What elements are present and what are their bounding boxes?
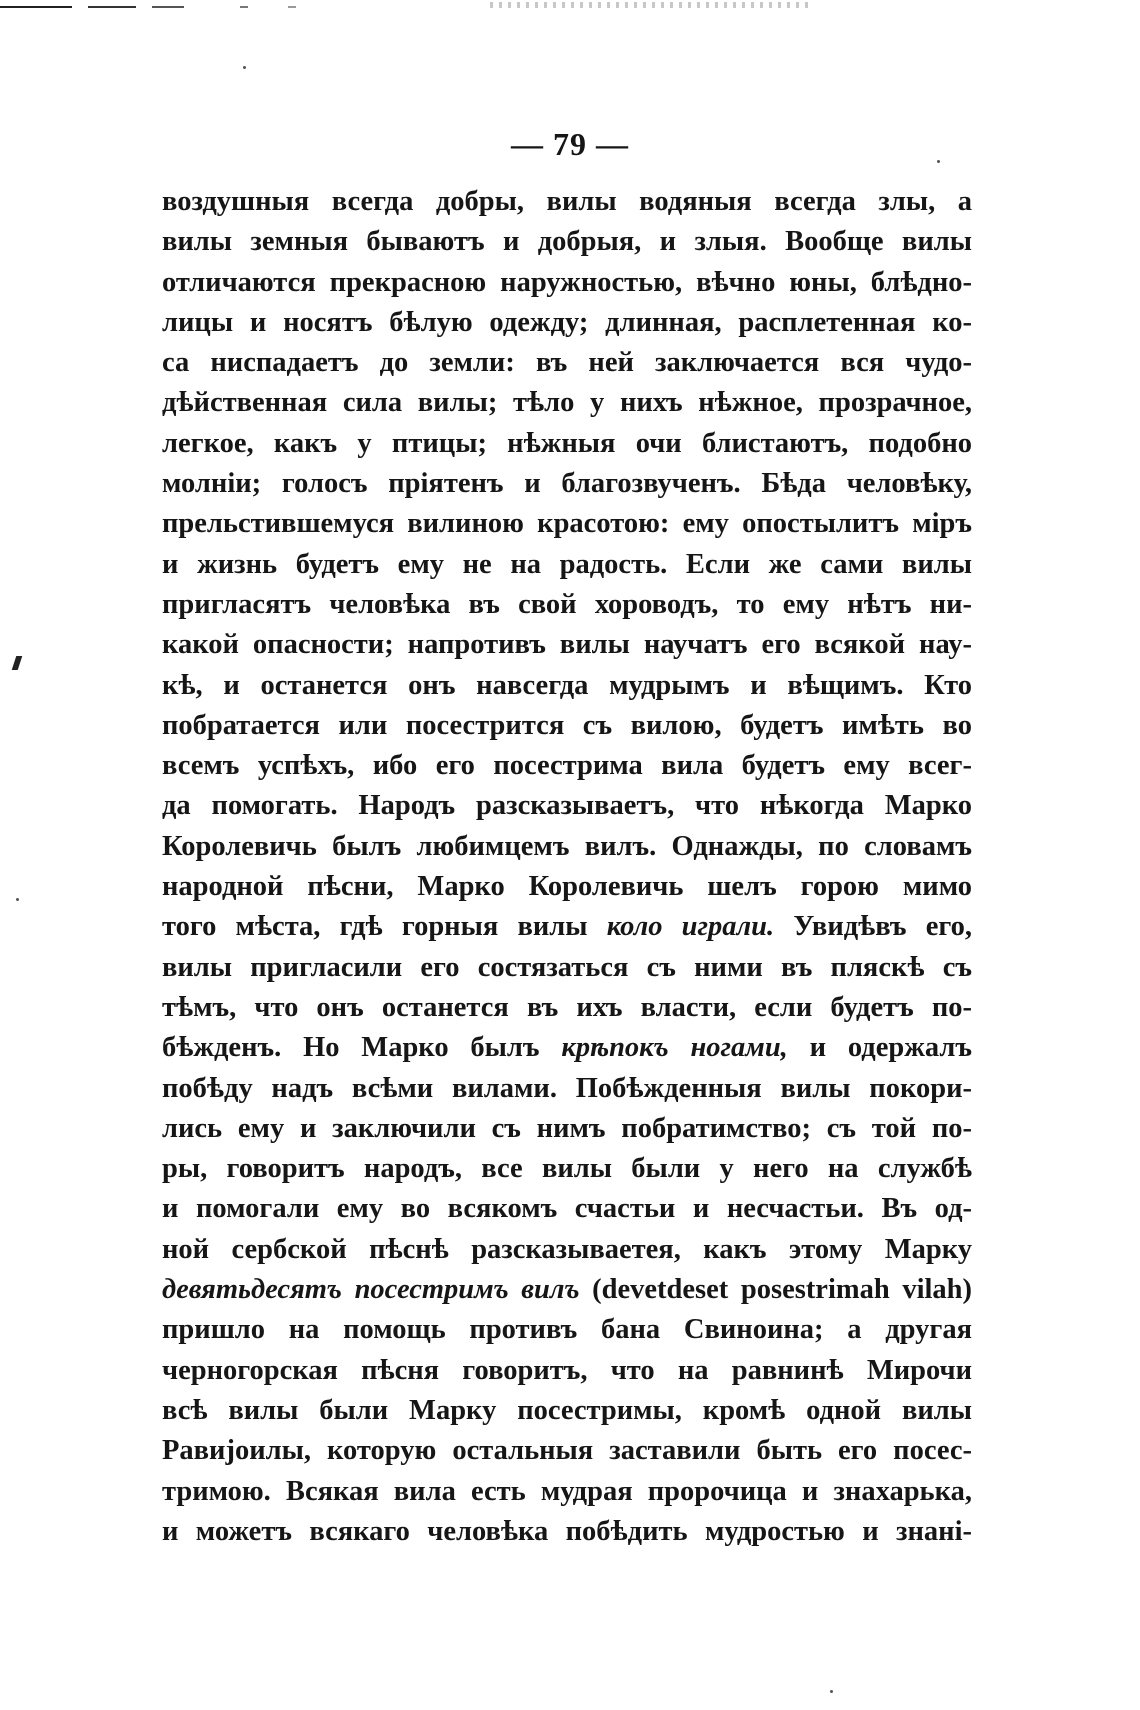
page-number: — 79 — (511, 126, 629, 162)
text-run: лись ему и заключили съ нимъ побратимство; съ той по- (162, 1112, 972, 1144)
text-run: легкое, какъ у птицы; нѣжныя очи блистаютъ, подобно (162, 427, 972, 459)
text-line (162, 504, 972, 544)
paper-speck (830, 1690, 833, 1693)
text-line (162, 1069, 972, 1109)
text-line (162, 383, 972, 423)
text-run: лицы и носятъ бѣлую одежду; длинная, расплетенная ко- (162, 306, 972, 338)
text-run: ры, говоритъ народъ, все вилы были у него на службѣ (162, 1153, 972, 1185)
text-line (162, 1391, 972, 1431)
text-line (162, 786, 972, 826)
text-run: Королевичь былъ любимцемъ вилъ. Однажды, по словамъ (162, 830, 972, 862)
text-line (162, 1149, 972, 1189)
text-line (162, 263, 972, 303)
text-run: и помогали ему во всякомъ счастьи и несчастьи. Въ од- (162, 1193, 972, 1225)
text-run: и одержалъ (787, 1032, 972, 1064)
text-line (162, 706, 972, 746)
text-line (162, 1270, 972, 1310)
text-run: вилы пригласили его состязаться съ ними въ пляскѣ съ (162, 951, 972, 983)
scan-bleed-through (490, 2, 810, 8)
text-run: всѣ вилы были Марку посестримы, кромѣ одной вилы (162, 1394, 972, 1426)
text-line (162, 343, 972, 383)
text-line (162, 424, 972, 464)
text-run: да помогать. Народъ разсказываетъ, что нѣкогда Марко (162, 790, 972, 822)
text-line (162, 1109, 972, 1149)
text-run: и можетъ всякаго человѣка побѣдить мудростью и знані- (162, 1515, 972, 1547)
text-line (162, 827, 972, 867)
text-run: отличаются прекрасною наружностью, вѣчно юны, блѣдно- (162, 266, 972, 298)
margin-mark (12, 656, 23, 670)
text-run: тримою. Всякая вила есть мудрая пророчица и знахарька, (162, 1475, 972, 1507)
text-line (162, 948, 972, 988)
text-run: бѣжденъ. Но Марко былъ (162, 1032, 562, 1064)
text-line (162, 1431, 972, 1471)
paper-speck (16, 898, 19, 901)
text-run: прельстившемуся вилиною красотою: ему опостылитъ міръ (162, 508, 972, 540)
text-run: того мѣста, гдѣ горныя вилы (162, 911, 607, 943)
text-run: Увидѣвъ его, (774, 911, 972, 943)
body-text (162, 182, 972, 1552)
text-line (162, 988, 972, 1028)
text-run: пригласятъ человѣка въ свой хороводъ, то ему нѣтъ ни- (162, 588, 972, 620)
text-line (162, 1310, 972, 1350)
text-line (162, 1472, 972, 1512)
text-run: черногорская пѣсня говоритъ, что на равнинѣ Мирочи (162, 1354, 972, 1386)
text-line (162, 545, 972, 585)
text-run: дѣйственная сила вилы; тѣло у нихъ нѣжное, прозрачное, (162, 387, 972, 419)
text-line (162, 625, 972, 665)
text-run: молніи; голосъ пріятенъ и благозвученъ. Бѣда человѣку, (162, 468, 972, 500)
text-run: побѣду надъ всѣми вилами. Побѣжденныя вилы покори- (162, 1072, 972, 1104)
text-line (162, 1230, 972, 1270)
text-line (162, 1189, 972, 1229)
text-run: и жизнь будетъ ему не на радость. Если же сами вилы (162, 548, 972, 580)
text-line (162, 907, 972, 947)
text-run: какой опасности; напротивъ вилы научатъ его всякой нау- (162, 629, 972, 661)
text-line (162, 1028, 972, 1068)
text-line (162, 666, 972, 706)
text-run: побратается или посестрится съ вилою, будетъ имѣть во (162, 709, 972, 741)
paper-speck (937, 160, 940, 163)
text-run: са ниспадаетъ до земли: въ ней заключается вся чудо- (162, 347, 972, 379)
text-run: пришло на помощь противъ бана Свиноина; а другая (162, 1314, 972, 1346)
text-run: всемъ успѣхъ, ибо его посестрима вила будетъ ему всег- (162, 750, 972, 782)
text-line (162, 182, 972, 222)
text-line (162, 303, 972, 343)
text-line (162, 1512, 972, 1552)
text-line (162, 867, 972, 907)
italic-phrase: коло играли. (606, 911, 775, 943)
text-run: воздушныя всегда добры, вилы водяныя всегда злы, а (162, 186, 972, 217)
text-run: тѣмъ, что онъ останется въ ихъ власти, если будетъ по- (162, 991, 972, 1023)
text-run: (devetdeset posestrimah vilah) (579, 1274, 973, 1306)
text-line (162, 222, 972, 262)
text-run: кѣ, и останется онъ навсегда мудрымъ и вѣщимъ. Кто (162, 669, 972, 701)
text-line (162, 585, 972, 625)
text-run: вилы земныя бываютъ и добрыя, и злыя. Вообще вилы (162, 226, 972, 258)
text-line (162, 464, 972, 504)
text-line (162, 746, 972, 786)
italic-phrase: крѣпокъ ногами, (561, 1032, 788, 1064)
text-run: Равијоилы, которую остальныя заставили быть его посес- (162, 1435, 972, 1467)
text-line (162, 1351, 972, 1391)
text-run: ной сербской пѣснѣ разсказываетея, какъ этому Марку (162, 1233, 972, 1265)
italic-phrase: девятьдесятъ посестримъ вилъ (162, 1274, 580, 1306)
text-run: народной пѣсни, Марко Королевичь шелъ горою мимо (162, 871, 972, 903)
paper-speck (243, 66, 246, 69)
